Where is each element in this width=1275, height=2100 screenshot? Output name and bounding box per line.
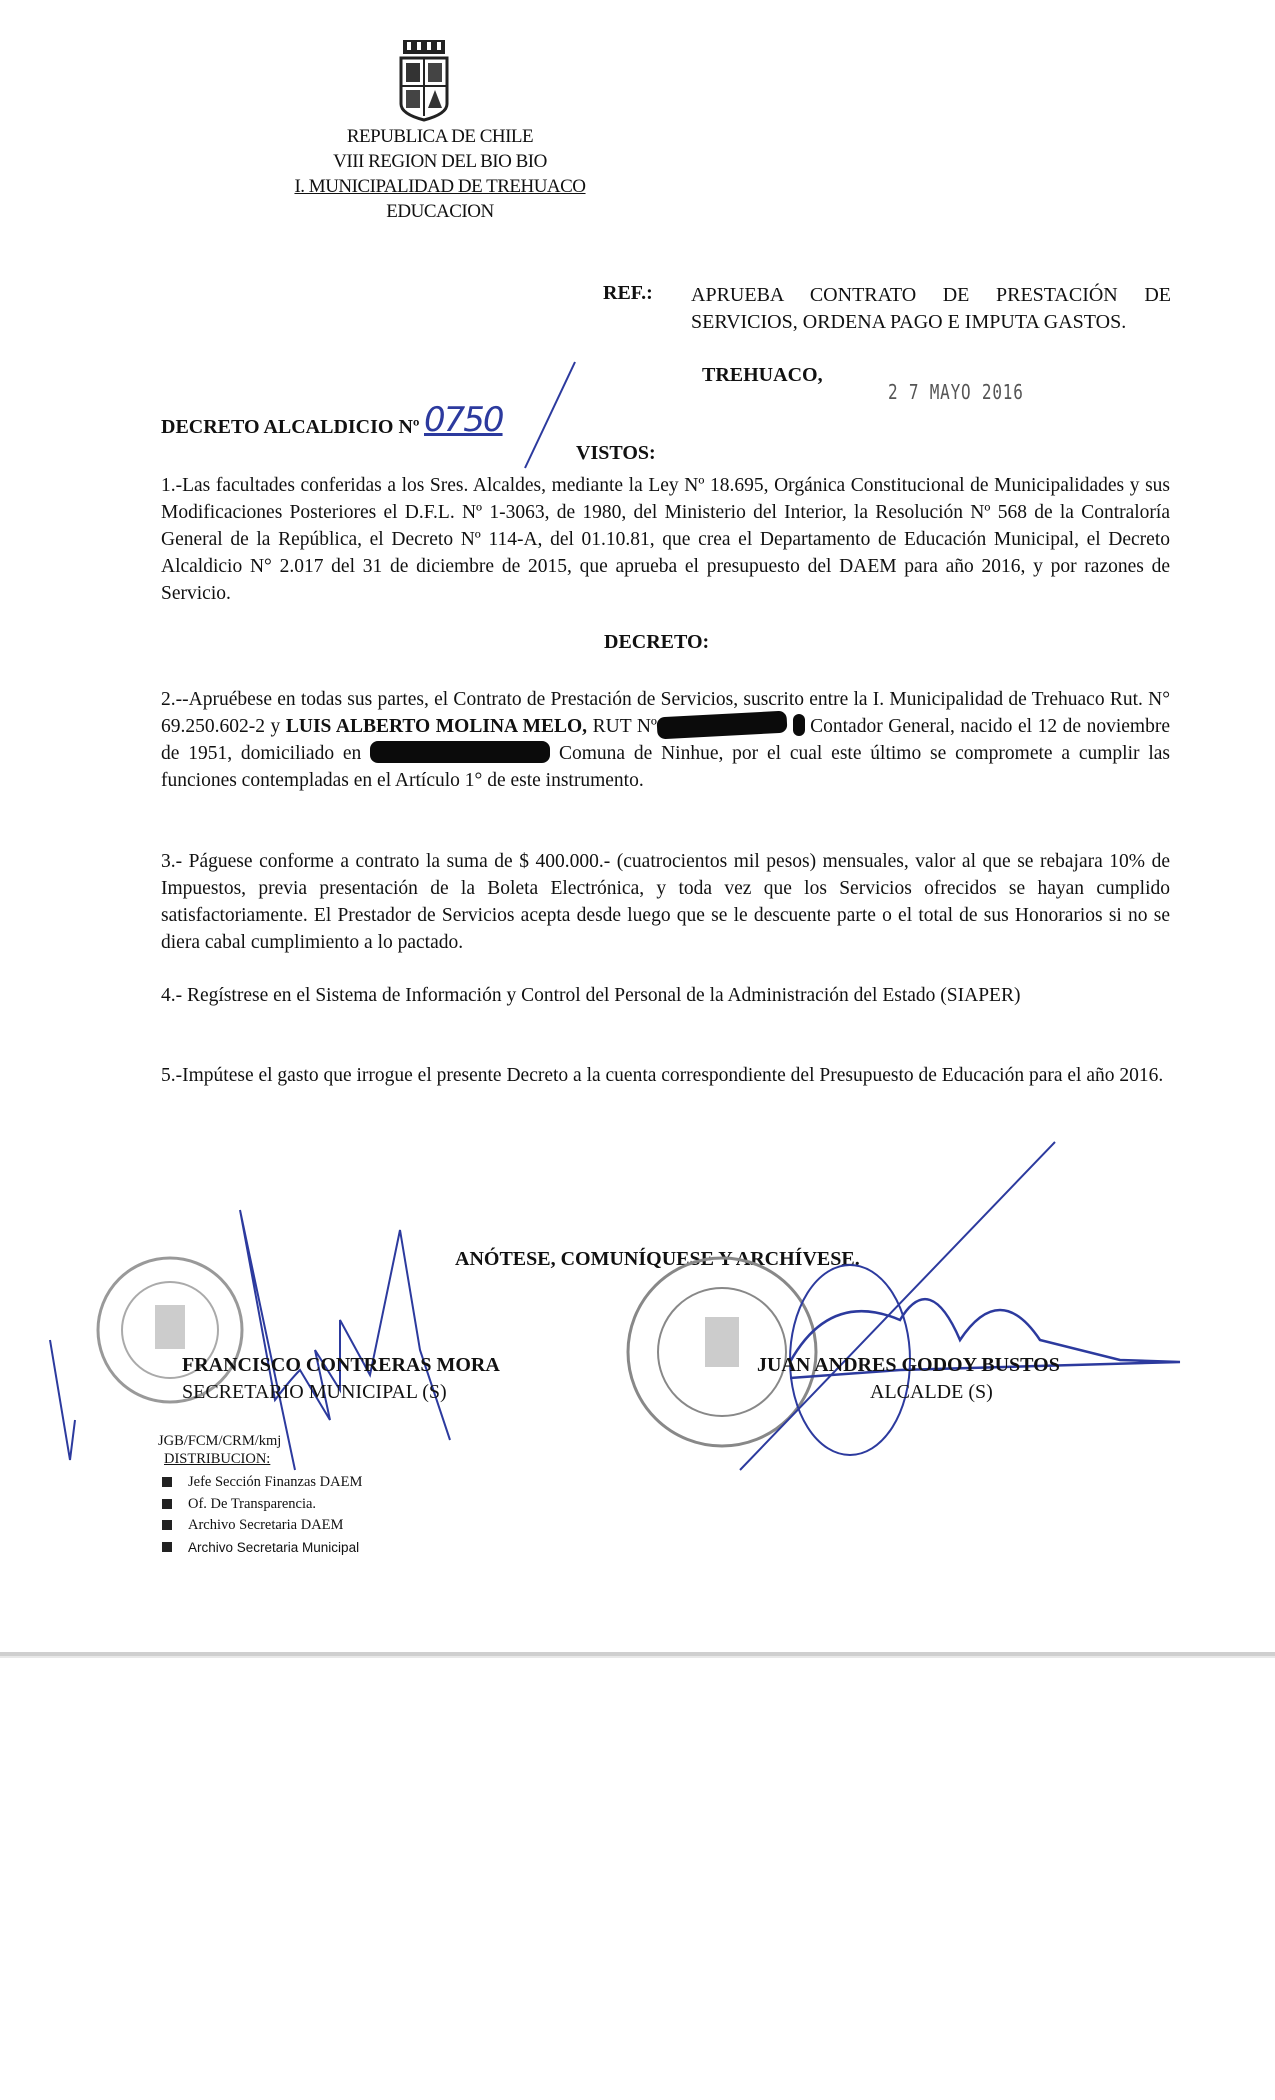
distribution-item: Archivo Secretaria DAEM	[156, 1515, 362, 1537]
initials: JGB/FCM/CRM/kmj	[158, 1433, 282, 1449]
redaction-rut-end	[793, 714, 805, 736]
distribution-title: DISTRIBUCION:	[164, 1451, 271, 1467]
paragraph-5: 5.-Impútese el gasto que irrogue el presente Decreto a la cuenta correspondiente del Presupuesto de Educación para el año 2016.	[161, 1065, 1164, 1086]
paragraph-1: 1.-Las facultades conferidas a los Sres. Alcaldes, mediante la Ley Nº 18.695, Orgánica Constitucional de Municipalidades y sus Modificaciones Posteriores el D.F.L. Nº 1-3063, de 1980, del Ministerio del Interior, la Resolución Nº 568 de la Contraloría General de la República, el Decreto Nº 114-A, del 01.10.81, que crea el Departamento de Educación Municipal, el Decreto Alcaldicio N° 2.017 del 31 de diciembre de 2015, que aprueba el presupuesto del DAEM para año 2016, y por razones de Servicio.	[161, 475, 1170, 604]
p2-text-c: Contador General, nacido el 12 de noviembre de 1951, domiciliado en	[161, 716, 1171, 764]
paragraph-3: 3.- Páguese conforme a contrato la suma de $ 400.000.- (cuatrocientos mil pesos) mensuales, valor al que se rebajara 10% de Impuestos, previa presentación de la Boleta Electrónica, y toda vez que los Servicios ofrecidos se hayan cumplido satisfactoriamente. El Prestador de Servicios acepta desde luego que se le descuente parte o el total de sus Honorarios si no se diera cabal cumplimiento a lo pactado.	[161, 851, 1170, 953]
contractor-name: LUIS ALBERTO MOLINA MELO,	[285, 716, 588, 737]
decree-number-handwritten: 0750	[424, 400, 503, 440]
header-republica: REPUBLICA DE CHILE	[346, 126, 534, 147]
p2-text-a: 2.--Apruébese en todas sus partes, el Contrato de Prestación de Servicios, suscrito entre la I. Municipalidad de Trehuaco Rut. N° 69.250.602-2 y	[161, 689, 1170, 737]
mayor-name: JUAN ANDRES GODOY BUSTOS	[757, 1354, 1060, 1376]
closing-text: ANÓTESE, COMUNÍQUESE Y ARCHÍVESE.	[455, 1248, 860, 1270]
date-stamp: 2 7 MAYO 2016	[888, 380, 1024, 404]
redaction-rut	[656, 711, 787, 740]
header-municipality: I. MUNICIPALIDAD DE TREHUACO	[294, 176, 586, 197]
decree-label: DECRETO ALCALDICIO Nº	[161, 416, 420, 438]
distribution-list	[156, 1472, 362, 1558]
pen-stroke-icon	[520, 360, 580, 470]
p2-text-d: Comuna de Ninhue, por el cual este último se compromete a cumplir las funciones contempladas en el Artículo 1° de este instrumento.	[161, 743, 1170, 791]
p2-text-b: RUT Nº	[587, 716, 657, 737]
ref-text: APRUEBA CONTRATO DE PRESTACIÓN DE SERVICIOS, ORDENA PAGO E IMPUTA GASTOS.	[691, 284, 1171, 333]
municipal-crest-icon	[395, 38, 453, 122]
ref-label: REF.:	[603, 282, 653, 304]
mayor-title: ALCALDE (S)	[870, 1381, 993, 1403]
paragraph-2	[161, 686, 1170, 794]
header-region: VIII REGION DEL BIO BIO	[333, 151, 547, 172]
mayor-signature-icon	[600, 1140, 1200, 1480]
vistos-title: VISTOS:	[576, 442, 656, 464]
paragraph-4: 4.- Regístrese en el Sistema de Información y Control del Personal de la Administración del Estado (SIAPER)	[161, 985, 1021, 1006]
decreto-title: DECRETO:	[604, 631, 710, 653]
distribution-item: Archivo Secretaria Municipal	[156, 1537, 362, 1559]
header-department: EDUCACION	[386, 201, 494, 222]
distribution-item: Jefe Sección Finanzas DAEM	[156, 1472, 362, 1494]
redaction-address	[370, 741, 550, 763]
secretary-title: SECRETARIO MUNICIPAL (S)	[182, 1381, 447, 1403]
secretary-name: FRANCISCO CONTRERAS MORA	[182, 1354, 500, 1376]
place: TREHUACO,	[702, 364, 823, 386]
distribution-item: Of. De Transparencia.	[156, 1494, 362, 1516]
